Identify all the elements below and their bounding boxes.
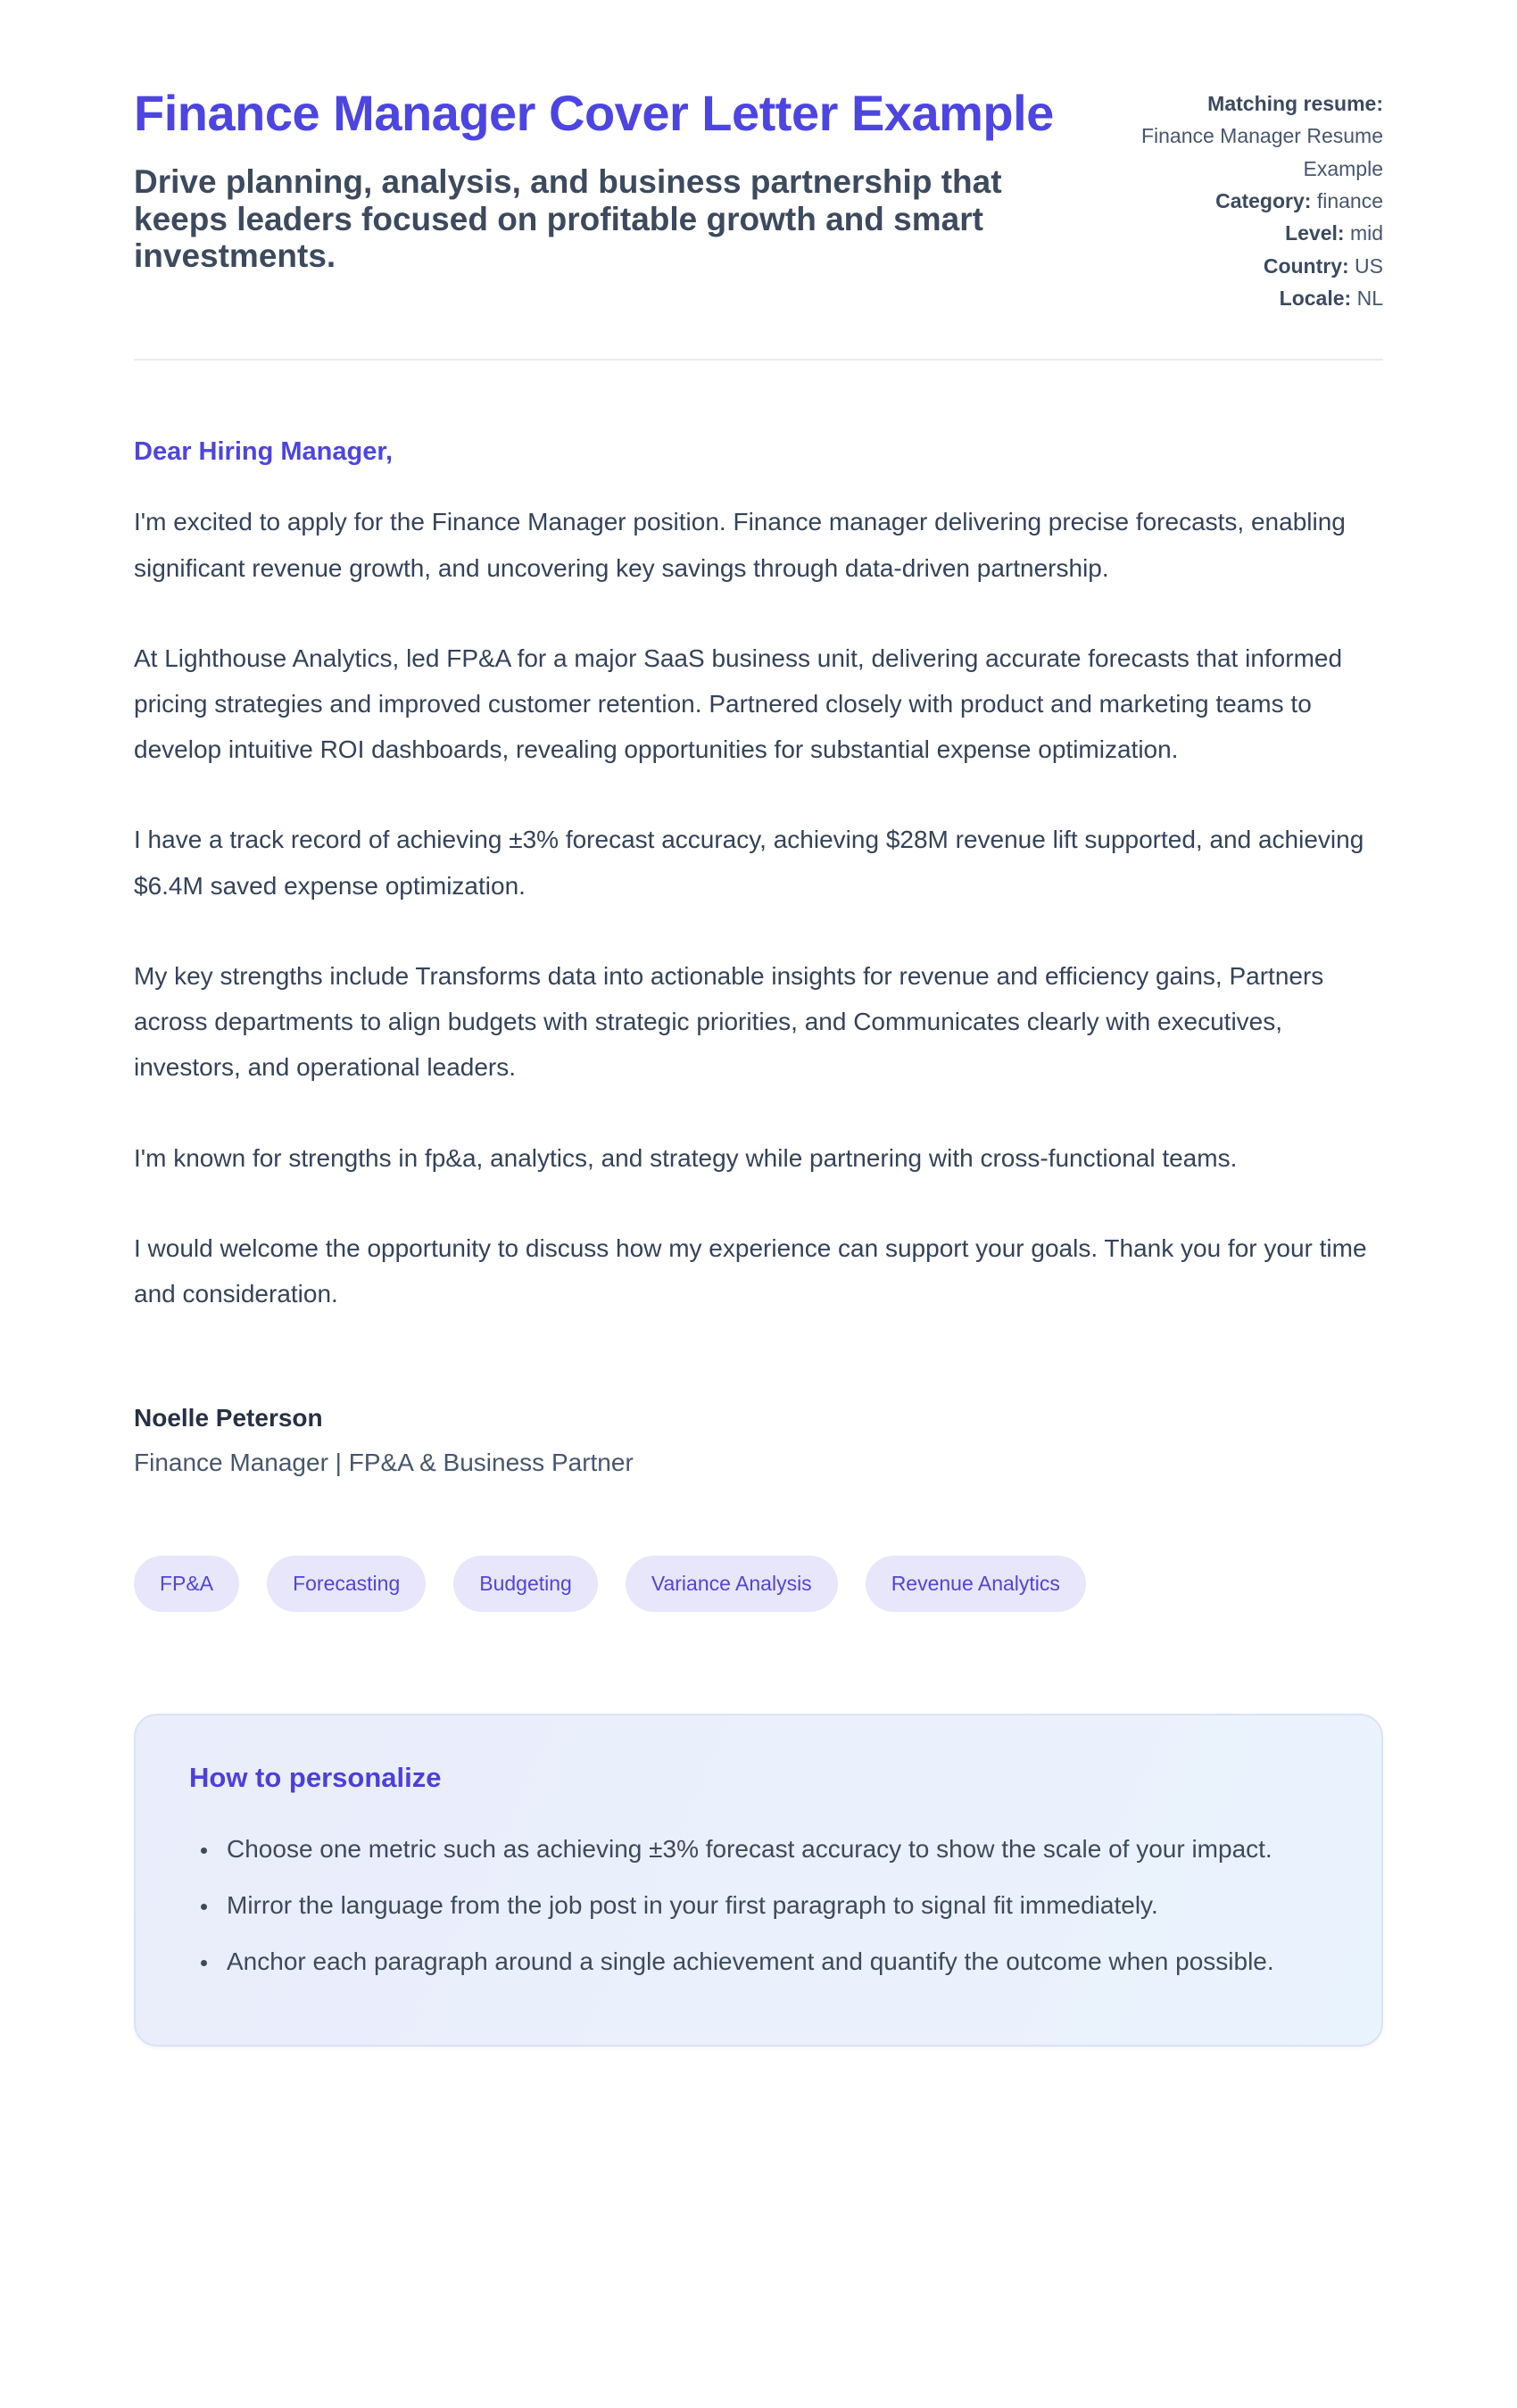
letter-paragraph: I would welcome the opportunity to discuss how my experience can support your goals. Thank you for your time and consideration. xyxy=(134,1233,1367,1308)
skill-tag: Variance Analysis xyxy=(626,1556,838,1612)
meta-field xyxy=(1129,250,1383,282)
salutation: Dear Hiring Manager, xyxy=(134,437,394,467)
letter-paragraph: I'm excited to apply for the Finance Manager position. Finance manager delivering precise forecasts, enabling significant revenue growth, and uncovering key savings through data-driven partnership. xyxy=(134,508,1346,582)
meta-block xyxy=(1129,86,1383,314)
personalize-bullet: • Anchor each paragraph around a single achievement and quantify the outcome when possible. xyxy=(220,1939,1317,1984)
page-title: Finance Manager Cover Letter Example xyxy=(134,85,1054,141)
meta-field-label: Country: xyxy=(1263,253,1349,278)
meta-field-value: mid xyxy=(1349,221,1383,245)
letter-paragraph-list xyxy=(134,499,1383,1316)
skill-tag: Revenue Analytics xyxy=(866,1556,1086,1612)
meta-field-value: NL xyxy=(1356,286,1383,310)
meta-field xyxy=(1129,282,1383,314)
letter-paragraph: I'm known for strengths in fp&a, analytics, and strategy while partnering with cross-functional teams. xyxy=(134,1143,1238,1172)
personalize-bullet-list xyxy=(189,1826,1328,1985)
matching-resume-label: Matching resume: xyxy=(1207,92,1383,115)
meta-field-value: finance xyxy=(1316,188,1383,212)
skill-tag: Budgeting xyxy=(453,1556,598,1612)
meta-field xyxy=(1129,185,1383,217)
letter-paragraph: My key strengths include Transforms data into actionable insights for revenue and efficiency gains, Partners across departments to align budgets with strategic priorities, and Communicates clearly with executives, investors, and operational leaders. xyxy=(134,961,1324,1082)
signature-name: Noelle Peterson xyxy=(134,1404,323,1432)
meta-field-list xyxy=(1129,185,1383,314)
meta-field xyxy=(1129,217,1383,249)
signature-title: Finance Manager | FP&A & Business Partner xyxy=(134,1449,634,1477)
matching-resume-value: Finance Manager Resume Example xyxy=(1140,124,1383,180)
meta-field-label: Category: xyxy=(1215,188,1312,212)
skill-tag: Forecasting xyxy=(267,1556,426,1612)
meta-field-label: Locale: xyxy=(1279,286,1352,310)
title-block xyxy=(134,86,1080,275)
meta-field-value: US xyxy=(1355,253,1383,278)
letter-paragraph: At Lighthouse Analytics, led FP&A for a major SaaS business unit, delivering accurate forecasts that informed pricing strategies and improved customer retention. Partnered closely with product and marketing teams to develop intuitive ROI dashboards, revealing opportunities for substantial expense optimization. xyxy=(134,644,1343,764)
skill-tag-list xyxy=(134,1556,1383,1612)
header-divider xyxy=(134,359,1383,361)
letter-body xyxy=(134,437,1383,1485)
personalize-bullet: • Mirror the language from the job post in your first paragraph to signal fit immediately. xyxy=(220,1882,1317,1928)
skill-tag: FP&A xyxy=(134,1556,239,1612)
meta-field-label: Level: xyxy=(1285,221,1345,245)
personalize-bullet: • Choose one metric such as achieving ±3% forecast accuracy to show the scale of your impact. xyxy=(220,1826,1317,1872)
personalize-card xyxy=(134,1714,1383,2047)
personalize-heading: How to personalize xyxy=(189,1761,442,1793)
letter-paragraph: I have a track record of achieving ±3% forecast accuracy, achieving $28M revenue lift supported, and achieving $6.4M saved expense optimization. xyxy=(134,826,1364,900)
page-header xyxy=(134,86,1383,314)
page-subtitle: Drive planning, analysis, and business partnership that keeps leaders focused on profitable growth and smart investments. xyxy=(134,162,1002,275)
